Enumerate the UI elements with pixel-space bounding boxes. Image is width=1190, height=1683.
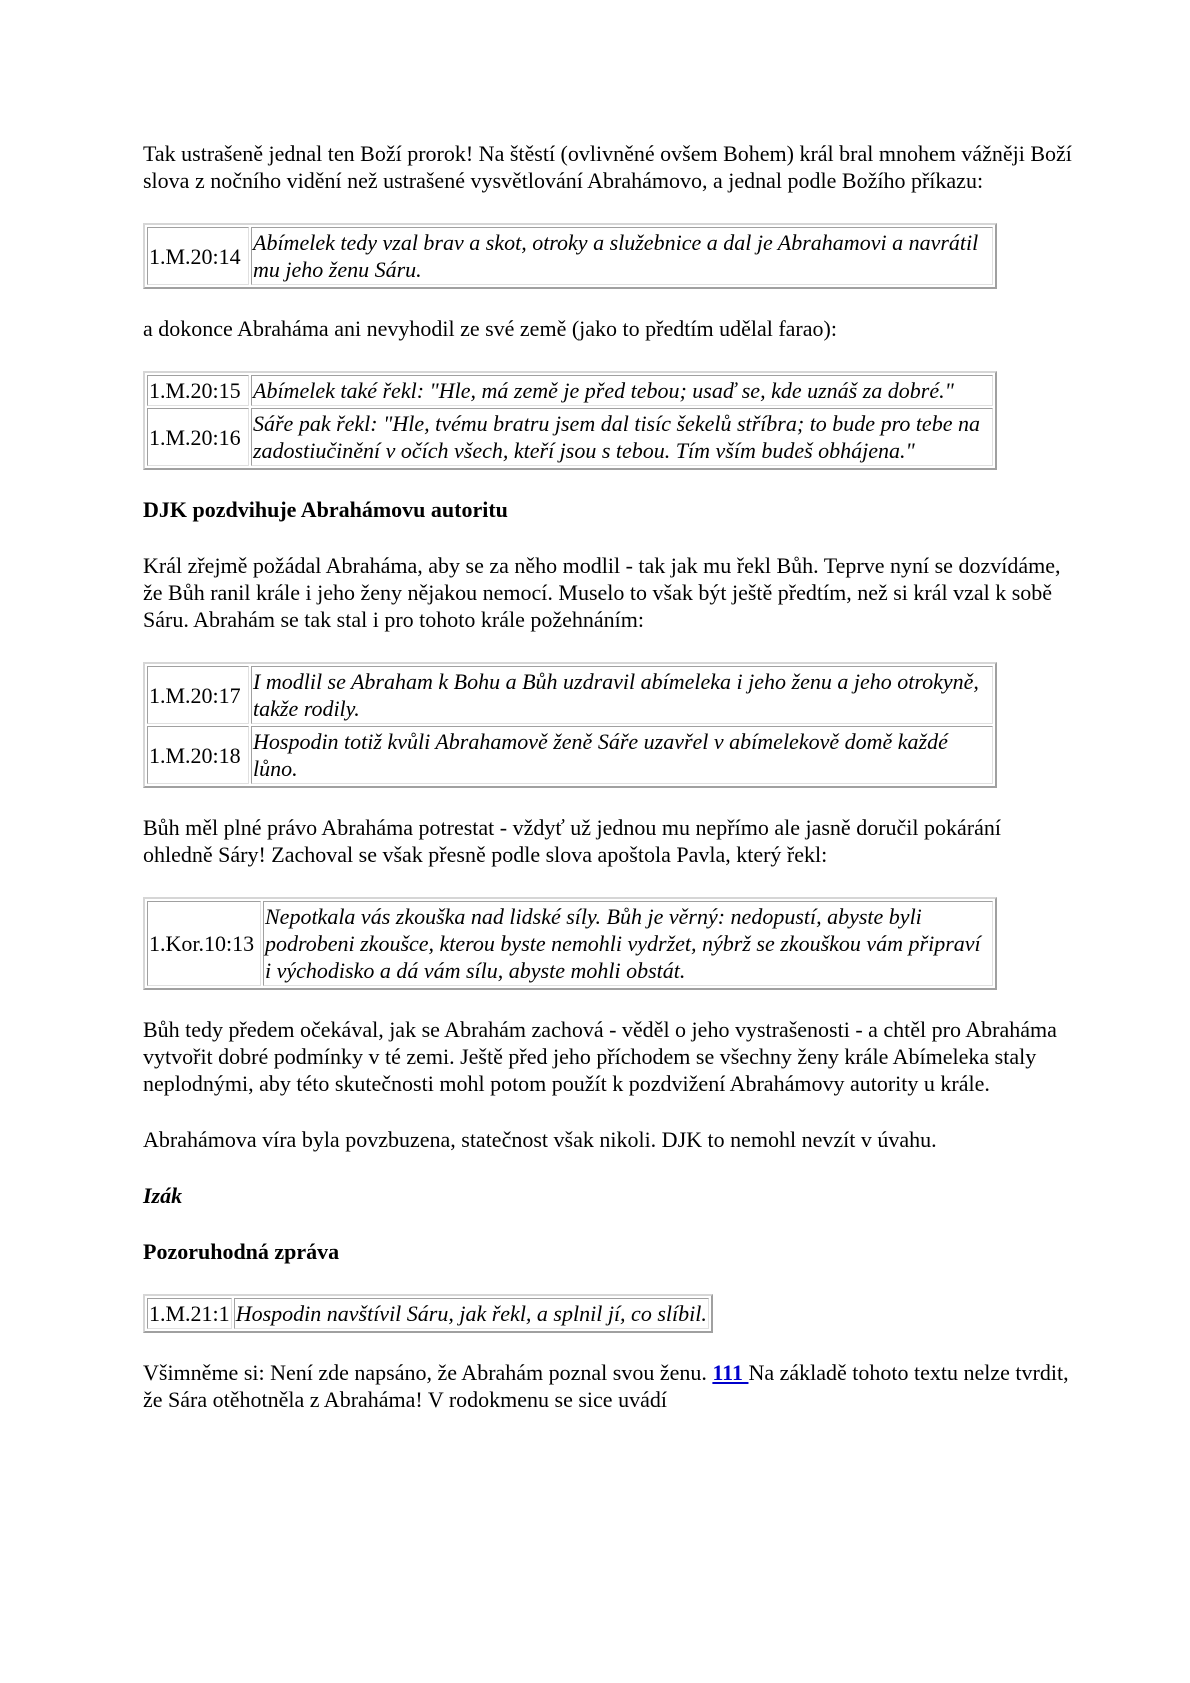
paragraph: Bůh měl plné právo Abraháma potrestat - vždyť už jednou mu nepřímo ale jasně doručil pokárání ohledně Sáry! Zachoval se však přesně podle slova apoštola Pavla, který řekl:	[143, 815, 1001, 867]
verse-reference: 1.M.20:15	[147, 375, 249, 406]
section-heading-italic: Izák	[143, 1183, 183, 1208]
section-heading: DJK pozdvihuje Abrahámovu autoritu	[143, 497, 508, 522]
verse-row	[147, 726, 993, 784]
verse-table	[143, 662, 997, 788]
paragraph: Bůh tedy předem očekával, jak se Abrahám zachová - věděl o jeho vystrašenosti - a chtěl pro Abraháma vytvořit dobré podmínky v té zemi. Ještě před jeho příchodem se všechny ženy krále Abímeleka staly neplodnými, aby této skutečnosti mohl potom použít k pozdvižení Abrahámovy autority u krále.	[143, 1017, 1057, 1096]
paragraph	[143, 1359, 1073, 1413]
verse-row	[147, 1298, 709, 1329]
verse-reference: 1.M.20:17	[147, 666, 249, 724]
paragraph: Abrahámova víra byla povzbuzena, statečnost však nikoli. DJK to nemohl nevzít v úvahu.	[143, 1127, 937, 1152]
section-heading: Pozoruhodná zpráva	[143, 1239, 340, 1264]
paragraph: Tak ustrašeně jednal ten Boží prorok! Na štěstí (ovlivněné ovšem Bohem) král bral mnohem vážněji Boží slova z nočního vidění než ustrašené vysvětlování Abrahámovo, a jednal podle Božího příkazu:	[143, 141, 1072, 193]
verse-text: Hospodin totiž kvůli Abrahamově ženě Sáře uzavřel v abímelekově domě každé lůno.	[251, 726, 993, 784]
verse-row	[147, 666, 993, 724]
document-page	[143, 140, 1073, 1442]
verse-text: Abímelek tedy vzal brav a skot, otroky a služebnice a dal je Abrahamovi a navrátil mu jeho ženu Sáru.	[251, 227, 993, 285]
verse-text: Nepotkala vás zkouška nad lidské síly. Bůh je věrný: nedopustí, abyste byli podrobeni zkoušce, kterou byste nemohli vydržet, nýbrž se zkouškou vám připraví i východisko a dá vám sílu, abyste mohli obstát.	[263, 901, 993, 986]
verse-table	[143, 897, 997, 990]
verse-text: Abímelek také řekl: "Hle, má země je před tebou; usaď se, kde uznáš za dobré."	[251, 375, 993, 406]
verse-table	[143, 371, 997, 470]
paragraph: a dokonce Abraháma ani nevyhodil ze své země (jako to předtím udělal farao):	[143, 316, 837, 341]
verse-text: I modlil se Abraham k Bohu a Bůh uzdravil abímeleka i jeho ženu a jeho otrokyně, takže rodily.	[251, 666, 993, 724]
verse-row	[147, 375, 993, 406]
paragraph-text: Na základě tohoto textu nelze tvrdit, že Sára otěhotněla z Abraháma! V rodokmenu se sice uvádí	[143, 1360, 1069, 1412]
verse-row	[147, 901, 993, 986]
verse-reference: 1.M.21:1	[147, 1298, 232, 1329]
verse-reference: 1.M.20:16	[147, 408, 249, 466]
verse-row	[147, 408, 993, 466]
verse-reference: 1.M.20:14	[147, 227, 249, 285]
paragraph-text: Všimněme si: Není zde napsáno, že Abrahám poznal svou ženu.	[143, 1360, 713, 1385]
verse-text: Hospodin navštívil Sáru, jak řekl, a splnil jí, co slíbil.	[234, 1298, 709, 1329]
verse-reference: 1.M.20:18	[147, 726, 249, 784]
footnote-link[interactable]: 111	[712, 1360, 749, 1385]
verse-text: Sáře pak řekl: "Hle, tvému bratru jsem dal tisíc šekelů stříbra; to bude pro tebe na zadostiučinění v očích všech, kteří jsou s tebou. Tím vším budeš obhájena."	[251, 408, 993, 466]
verse-reference: 1.Kor.10:13	[147, 901, 261, 986]
verse-table	[143, 1294, 713, 1333]
verse-row	[147, 227, 993, 285]
verse-table	[143, 223, 997, 289]
paragraph: Král zřejmě požádal Abraháma, aby se za něho modlil - tak jak mu řekl Bůh. Teprve nyní se dozvídáme, že Bůh ranil krále i jeho ženy nějakou nemocí. Muselo to však být ještě předtím, než si král vzal k sobě Sáru. Abrahám se tak stal i pro tohoto krále požehnáním:	[143, 553, 1061, 632]
